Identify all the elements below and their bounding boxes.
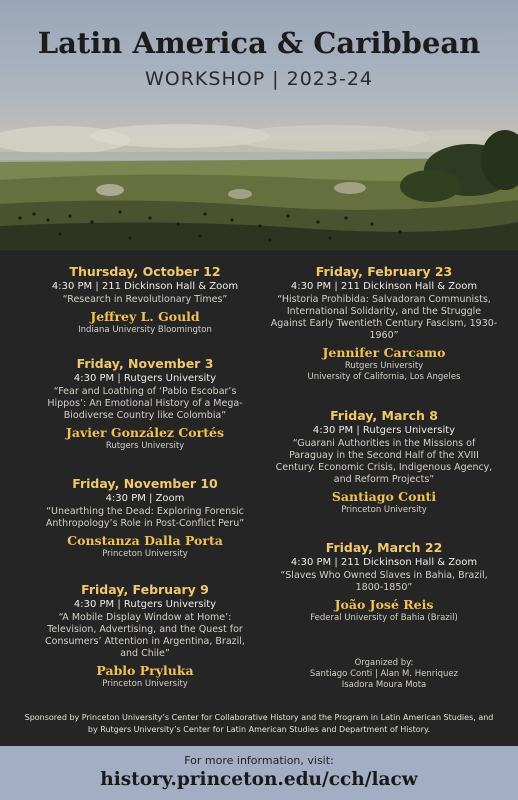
footer-band xyxy=(0,746,518,800)
event-affiliation: Princeton University xyxy=(341,505,427,515)
event-venue: 4:30 PM | 211 Dickinson Hall & Zoom xyxy=(290,281,478,292)
footer-website-link[interactable]: history.princeton.edu/cch/lacw xyxy=(100,769,418,790)
event-venue: 4:30 PM | Rutgers University xyxy=(73,373,217,384)
event-talk-title: “Guarani Authorities in the Missions of Paraguay in the Second Half of the XVIII Century. Economic Crisis, Indigenous Agency, and Reform Projects” xyxy=(275,438,493,485)
event-venue: 4:30 PM | Rutgers University xyxy=(312,425,456,436)
event-date: Thursday, October 12 xyxy=(69,264,221,279)
event-talk-title: “Unearthing the Dead: Exploring Forensic Anthropology’s Role in Post-Conflict Peru” xyxy=(45,506,245,529)
event-affiliation: Indiana University Bloomington xyxy=(78,325,212,335)
event-card xyxy=(270,540,498,624)
event-affiliation: Princeton University xyxy=(102,549,188,559)
event-date: Friday, February 9 xyxy=(81,582,209,597)
event-speaker: Pablo Pryluka xyxy=(96,663,194,678)
event-card xyxy=(270,408,498,516)
event-speaker: João José Reis xyxy=(334,597,434,612)
organizers-line-1: Santiago Conti | Alan M. Henriquez xyxy=(309,669,459,679)
poster-title: Latin America & Caribbean xyxy=(37,26,481,60)
poster-subtitle: WORKSHOP | 2023-24 xyxy=(144,68,374,90)
event-affiliation-secondary: University of California, Los Angeles xyxy=(307,372,461,382)
event-affiliation: Princeton University xyxy=(102,679,188,689)
event-date: Friday, November 3 xyxy=(76,356,214,371)
event-venue: 4:30 PM | 211 Dickinson Hall & Zoom xyxy=(51,281,239,292)
event-speaker: Jeffrey L. Gould xyxy=(90,309,200,324)
event-date: Friday, March 8 xyxy=(330,408,438,423)
event-card xyxy=(40,582,250,690)
organizers-block xyxy=(270,658,498,691)
event-talk-title: “Slaves Who Owned Slaves in Bahia, Brazil, 1800-1850” xyxy=(280,570,488,593)
event-talk-title: “A Mobile Display Window at Home’: Television, Advertising, and the Quest for Consumers’ Attention in Argentina, Brazil, and Chile” xyxy=(45,612,245,659)
event-date: Friday, March 22 xyxy=(325,540,443,555)
event-speaker: Jennifer Carcamo xyxy=(322,345,446,360)
event-venue: 4:30 PM | Rutgers University xyxy=(73,599,217,610)
event-card xyxy=(40,264,250,336)
event-venue: 4:30 PM | Zoom xyxy=(105,493,185,504)
battle-landscape-painting xyxy=(0,100,518,250)
event-card xyxy=(270,264,498,383)
event-affiliation: Federal University of Bahia (Brazil) xyxy=(310,613,458,623)
event-date: Friday, November 10 xyxy=(72,476,218,491)
event-venue: 4:30 PM | 211 Dickinson Hall & Zoom xyxy=(290,557,478,568)
event-affiliation: Rutgers University xyxy=(105,441,185,451)
events-section xyxy=(0,252,518,704)
event-affiliation: Rutgers University xyxy=(344,361,424,371)
header-band xyxy=(0,0,518,250)
event-date: Friday, February 23 xyxy=(315,264,453,279)
event-speaker: Santiago Conti xyxy=(331,489,437,504)
organizers-line-2: Isadora Moura Mota xyxy=(341,680,427,690)
footer-lead-text: For more information, visit: xyxy=(184,754,334,767)
sponsor-note: Sponsored by Princeton University’s Center for Collaborative History and the Program in Latin American Studies, and by Rutgers University’s Center for Latin American Studies and Department of History. xyxy=(24,713,494,734)
event-speaker: Javier González Cortés xyxy=(65,425,224,440)
event-card xyxy=(40,356,250,452)
event-speaker: Constanza Dalla Porta xyxy=(67,533,223,548)
event-talk-title: “Historia Prohibida: Salvadoran Communists, International Solidarity, and the Struggle Against Early Twentieth Century Fascism, 1930-1960” xyxy=(270,294,498,341)
organizers-label: Organized by: xyxy=(354,658,414,668)
event-talk-title: “Research in Revolutionary Times” xyxy=(62,294,228,305)
event-card xyxy=(40,476,250,560)
event-talk-title: “Fear and Loathing of ‘Pablo Escobar’s Hippos’: An Emotional History of a Mega-Biodiverse Country like Colombia” xyxy=(47,386,243,421)
